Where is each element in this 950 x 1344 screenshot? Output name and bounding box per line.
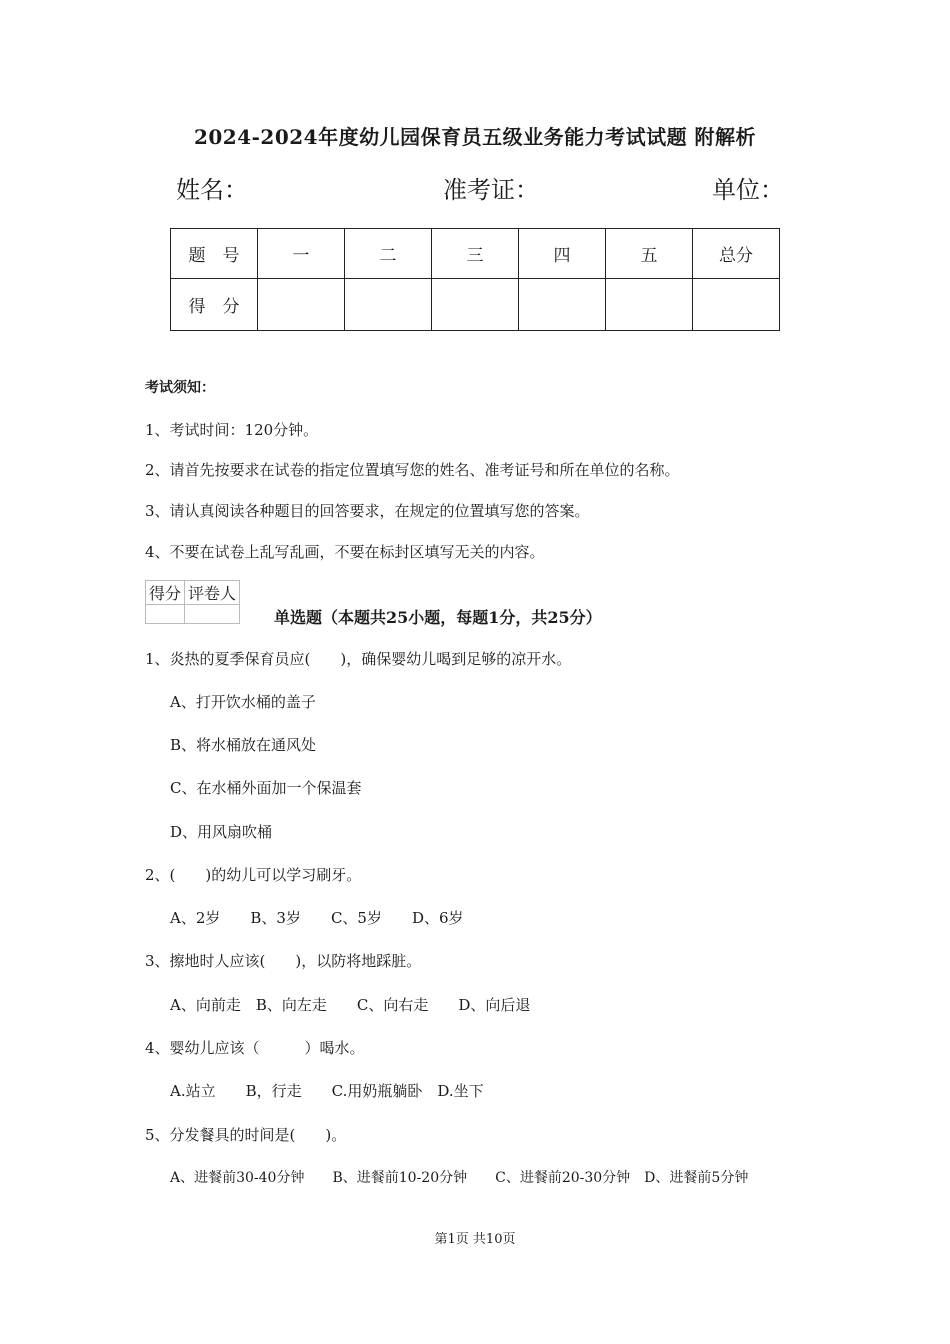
unit-field-label: 单位： bbox=[712, 176, 784, 204]
score-table-header-cell: 四 bbox=[519, 229, 606, 279]
score-cell[interactable] bbox=[693, 279, 780, 331]
grader-box bbox=[145, 580, 240, 624]
score-table-header-cell: 五 bbox=[606, 229, 693, 279]
page-title: 2024-2024年度幼儿园保育员五级业务能力考试试题 附解析 bbox=[193, 125, 757, 149]
question-4: 4、婴幼儿应该（ ）喝水。 bbox=[145, 1039, 365, 1057]
question-5-options: A、进餐前30-40分钟 B、进餐前10-20分钟 C、进餐前20-30分钟 D、进餐前5分钟 bbox=[170, 1170, 749, 1186]
question-2-options: A、2岁 B、3岁 C、5岁 D、6岁 bbox=[170, 909, 464, 927]
notice-heading: 考试须知： bbox=[145, 380, 215, 396]
question-4-options: A.站立 B，行走 C.用奶瓶躺卧 D.坐下 bbox=[170, 1082, 484, 1100]
name-field-label: 姓名： bbox=[176, 176, 248, 204]
notice-item: 2、请首先按要求在试卷的指定位置填写您的姓名、准考证号和所在单位的名称。 bbox=[145, 461, 680, 479]
grader-reviewer-label: 评卷人 bbox=[185, 581, 240, 605]
score-cell[interactable] bbox=[345, 279, 432, 331]
score-table-header-cell: 三 bbox=[432, 229, 519, 279]
score-table-header-cell: 二 bbox=[345, 229, 432, 279]
section-title: 单选题（本题共25小题，每题1分，共25分） bbox=[274, 608, 602, 627]
score-table bbox=[170, 228, 780, 331]
grader-score-cell[interactable] bbox=[146, 605, 185, 624]
question-3: 3、擦地时人应该( )，以防将地踩脏。 bbox=[145, 952, 422, 970]
question-5: 5、分发餐具的时间是( )。 bbox=[145, 1126, 347, 1144]
question-1: 1、炎热的夏季保育员应( )，确保婴幼儿喝到足够的凉开水。 bbox=[145, 650, 572, 668]
score-table-header-cell: 题 号 bbox=[171, 229, 258, 279]
score-table-header-cell: 总分 bbox=[693, 229, 780, 279]
question-1-option-a: A、打开饮水桶的盖子 bbox=[170, 693, 316, 711]
grader-score-label: 得分 bbox=[146, 581, 185, 605]
notice-item: 1、考试时间：120分钟。 bbox=[145, 421, 319, 439]
score-row-label: 得 分 bbox=[171, 279, 258, 331]
page-footer: 第1页 共10页 bbox=[434, 1232, 516, 1247]
score-cell[interactable] bbox=[606, 279, 693, 331]
exam-number-field-label: 准考证： bbox=[443, 176, 539, 204]
question-1-option-b: B、将水桶放在通风处 bbox=[170, 736, 317, 754]
notice-item: 4、不要在试卷上乱写乱画，不要在标封区填写无关的内容。 bbox=[145, 543, 545, 561]
score-table-score-row bbox=[171, 279, 780, 331]
score-table-header-cell: 一 bbox=[258, 229, 345, 279]
notice-item: 3、请认真阅读各种题目的回答要求，在规定的位置填写您的答案。 bbox=[145, 502, 590, 520]
question-1-option-c: C、在水桶外面加一个保温套 bbox=[170, 779, 362, 797]
score-cell[interactable] bbox=[432, 279, 519, 331]
grader-reviewer-cell[interactable] bbox=[185, 605, 240, 624]
question-3-options: A、向前走 B、向左走 C、向右走 D、向后退 bbox=[170, 996, 531, 1014]
score-cell[interactable] bbox=[258, 279, 345, 331]
score-table-header-row bbox=[171, 229, 780, 279]
score-cell[interactable] bbox=[519, 279, 606, 331]
question-1-option-d: D、用风扇吹桶 bbox=[170, 823, 273, 841]
question-2: 2、( )的幼儿可以学习刷牙。 bbox=[145, 866, 362, 884]
